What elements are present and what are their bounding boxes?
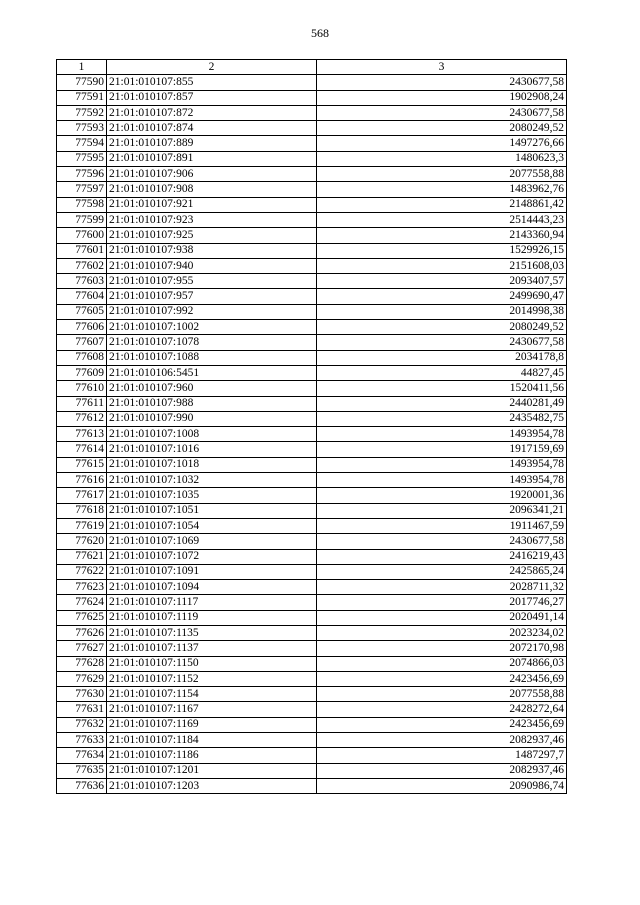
- value-cell: 2143360,94: [317, 228, 567, 243]
- value-cell: 2017746,27: [317, 595, 567, 610]
- value-cell: 1902908,24: [317, 90, 567, 105]
- table-row: [57, 350, 567, 365]
- row-number-cell: 77591: [57, 90, 107, 105]
- table-row: [57, 381, 567, 396]
- cadastral-number-cell: 21:01:010107:1169: [107, 717, 317, 732]
- table-row: [57, 289, 567, 304]
- table-row: [57, 641, 567, 656]
- table-header-row: [57, 60, 567, 75]
- value-cell: 1493954,78: [317, 473, 567, 488]
- cadastral-number-cell: 21:01:010107:855: [107, 75, 317, 90]
- table-row: [57, 427, 567, 442]
- cadastral-number-cell: 21:01:010107:1035: [107, 488, 317, 503]
- cadastral-number-cell: 21:01:010107:1154: [107, 687, 317, 702]
- row-number-cell: 77627: [57, 641, 107, 656]
- value-cell: 2080249,52: [317, 320, 567, 335]
- table-body: [57, 75, 567, 794]
- table-row: [57, 335, 567, 350]
- column-header-3: 3: [317, 60, 567, 75]
- table-row: [57, 625, 567, 640]
- cadastral-number-cell: 21:01:010107:1150: [107, 656, 317, 671]
- cadastral-number-cell: 21:01:010107:923: [107, 212, 317, 227]
- value-cell: 2514443,23: [317, 212, 567, 227]
- table-row: [57, 717, 567, 732]
- cadastral-number-cell: 21:01:010107:960: [107, 381, 317, 396]
- value-cell: 2080249,52: [317, 121, 567, 136]
- row-number-cell: 77599: [57, 212, 107, 227]
- table-row: [57, 687, 567, 702]
- row-number-cell: 77595: [57, 151, 107, 166]
- row-number-cell: 77629: [57, 671, 107, 686]
- table-row: [57, 228, 567, 243]
- value-cell: 2151608,03: [317, 258, 567, 273]
- table-row: [57, 656, 567, 671]
- cadastral-number-cell: 21:01:010107:1078: [107, 335, 317, 350]
- row-number-cell: 77623: [57, 580, 107, 595]
- table-row: [57, 365, 567, 380]
- cadastral-number-cell: 21:01:010106:5451: [107, 365, 317, 380]
- value-cell: 2077558,88: [317, 687, 567, 702]
- table-row: [57, 702, 567, 717]
- column-header-2: 2: [107, 60, 317, 75]
- value-cell: 1493954,78: [317, 427, 567, 442]
- value-cell: 2430677,58: [317, 105, 567, 120]
- row-number-cell: 77596: [57, 167, 107, 182]
- cadastral-number-cell: 21:01:010107:1117: [107, 595, 317, 610]
- cadastral-number-cell: 21:01:010107:1167: [107, 702, 317, 717]
- row-number-cell: 77601: [57, 243, 107, 258]
- row-number-cell: 77615: [57, 457, 107, 472]
- table-row: [57, 473, 567, 488]
- row-number-cell: 77598: [57, 197, 107, 212]
- table-row: [57, 167, 567, 182]
- row-number-cell: 77592: [57, 105, 107, 120]
- value-cell: 1520411,56: [317, 381, 567, 396]
- value-cell: 1483962,76: [317, 182, 567, 197]
- row-number-cell: 77630: [57, 687, 107, 702]
- row-number-cell: 77616: [57, 473, 107, 488]
- table-row: [57, 580, 567, 595]
- table-row: [57, 320, 567, 335]
- cadastral-number-cell: 21:01:010107:1051: [107, 503, 317, 518]
- row-number-cell: 77617: [57, 488, 107, 503]
- value-cell: 1911467,59: [317, 518, 567, 533]
- value-cell: 2020491,14: [317, 610, 567, 625]
- table-row: [57, 212, 567, 227]
- value-cell: 2499690,47: [317, 289, 567, 304]
- cadastral-number-cell: 21:01:010107:990: [107, 411, 317, 426]
- value-cell: 2430677,58: [317, 75, 567, 90]
- table-row: [57, 136, 567, 151]
- table-row: [57, 243, 567, 258]
- value-cell: 2082937,46: [317, 763, 567, 778]
- row-number-cell: 77618: [57, 503, 107, 518]
- value-cell: 2077558,88: [317, 167, 567, 182]
- row-number-cell: 77611: [57, 396, 107, 411]
- cadastral-number-cell: 21:01:010107:925: [107, 228, 317, 243]
- table-row: [57, 442, 567, 457]
- row-number-cell: 77626: [57, 625, 107, 640]
- row-number-cell: 77608: [57, 350, 107, 365]
- value-cell: 2148861,42: [317, 197, 567, 212]
- cadastral-number-cell: 21:01:010107:889: [107, 136, 317, 151]
- table-row: [57, 488, 567, 503]
- row-number-cell: 77593: [57, 121, 107, 136]
- row-number-cell: 77600: [57, 228, 107, 243]
- row-number-cell: 77625: [57, 610, 107, 625]
- table-row: [57, 457, 567, 472]
- row-number-cell: 77590: [57, 75, 107, 90]
- value-cell: 2440281,49: [317, 396, 567, 411]
- table-row: [57, 121, 567, 136]
- row-number-cell: 77636: [57, 778, 107, 793]
- cadastral-number-cell: 21:01:010107:891: [107, 151, 317, 166]
- value-cell: 2416219,43: [317, 549, 567, 564]
- table-row: [57, 411, 567, 426]
- cadastral-number-cell: 21:01:010107:1201: [107, 763, 317, 778]
- row-number-cell: 77607: [57, 335, 107, 350]
- table-row: [57, 748, 567, 763]
- row-number-cell: 77597: [57, 182, 107, 197]
- cadastral-number-cell: 21:01:010107:1008: [107, 427, 317, 442]
- value-cell: 1917159,69: [317, 442, 567, 457]
- table-row: [57, 503, 567, 518]
- table-row: [57, 564, 567, 579]
- cadastral-number-cell: 21:01:010107:988: [107, 396, 317, 411]
- value-cell: 1529926,15: [317, 243, 567, 258]
- table-row: [57, 534, 567, 549]
- cadastral-number-cell: 21:01:010107:1016: [107, 442, 317, 457]
- cadastral-number-cell: 21:01:010107:1119: [107, 610, 317, 625]
- cadastral-number-cell: 21:01:010107:1184: [107, 733, 317, 748]
- cadastral-value-table: [56, 59, 567, 794]
- cadastral-number-cell: 21:01:010107:1135: [107, 625, 317, 640]
- row-number-cell: 77619: [57, 518, 107, 533]
- cadastral-number-cell: 21:01:010107:1152: [107, 671, 317, 686]
- table-row: [57, 197, 567, 212]
- cadastral-number-cell: 21:01:010107:1137: [107, 641, 317, 656]
- table-row: [57, 595, 567, 610]
- table-row: [57, 671, 567, 686]
- page-number: 568: [311, 26, 329, 40]
- cadastral-number-cell: 21:01:010107:1069: [107, 534, 317, 549]
- cadastral-number-cell: 21:01:010107:1072: [107, 549, 317, 564]
- value-cell: 2090986,74: [317, 778, 567, 793]
- row-number-cell: 77631: [57, 702, 107, 717]
- row-number-cell: 77604: [57, 289, 107, 304]
- column-header-1: 1: [57, 60, 107, 75]
- cadastral-number-cell: 21:01:010107:1203: [107, 778, 317, 793]
- table-row: [57, 258, 567, 273]
- value-cell: 2425865,24: [317, 564, 567, 579]
- row-number-cell: 77613: [57, 427, 107, 442]
- row-number-cell: 77634: [57, 748, 107, 763]
- row-number-cell: 77594: [57, 136, 107, 151]
- value-cell: 2023234,02: [317, 625, 567, 640]
- row-number-cell: 77621: [57, 549, 107, 564]
- table-row: [57, 105, 567, 120]
- value-cell: 2072170,98: [317, 641, 567, 656]
- row-number-cell: 77614: [57, 442, 107, 457]
- value-cell: 2096341,21: [317, 503, 567, 518]
- row-number-cell: 77609: [57, 365, 107, 380]
- table-row: [57, 778, 567, 793]
- value-cell: 2082937,46: [317, 733, 567, 748]
- cadastral-number-cell: 21:01:010107:921: [107, 197, 317, 212]
- row-number-cell: 77633: [57, 733, 107, 748]
- cadastral-number-cell: 21:01:010107:957: [107, 289, 317, 304]
- cadastral-number-cell: 21:01:010107:857: [107, 90, 317, 105]
- value-cell: 2428272,64: [317, 702, 567, 717]
- table-row: [57, 304, 567, 319]
- cadastral-number-cell: 21:01:010107:955: [107, 274, 317, 289]
- table-row: [57, 75, 567, 90]
- value-cell: 2423456,69: [317, 717, 567, 732]
- table-row: [57, 182, 567, 197]
- table-row: [57, 549, 567, 564]
- cadastral-number-cell: 21:01:010107:1088: [107, 350, 317, 365]
- value-cell: 2074866,03: [317, 656, 567, 671]
- table-row: [57, 90, 567, 105]
- value-cell: 2435482,75: [317, 411, 567, 426]
- value-cell: 2430677,58: [317, 335, 567, 350]
- table-row: [57, 518, 567, 533]
- cadastral-number-cell: 21:01:010107:1186: [107, 748, 317, 763]
- value-cell: 2034178,8: [317, 350, 567, 365]
- row-number-cell: 77635: [57, 763, 107, 778]
- row-number-cell: 77620: [57, 534, 107, 549]
- value-cell: 2423456,69: [317, 671, 567, 686]
- row-number-cell: 77602: [57, 258, 107, 273]
- table-row: [57, 733, 567, 748]
- cadastral-number-cell: 21:01:010107:874: [107, 121, 317, 136]
- cadastral-number-cell: 21:01:010107:1091: [107, 564, 317, 579]
- value-cell: 1920001,36: [317, 488, 567, 503]
- cadastral-number-cell: 21:01:010107:938: [107, 243, 317, 258]
- cadastral-number-cell: 21:01:010107:1054: [107, 518, 317, 533]
- value-cell: 1497276,66: [317, 136, 567, 151]
- row-number-cell: 77622: [57, 564, 107, 579]
- cadastral-number-cell: 21:01:010107:992: [107, 304, 317, 319]
- row-number-cell: 77612: [57, 411, 107, 426]
- table-row: [57, 396, 567, 411]
- cadastral-number-cell: 21:01:010107:908: [107, 182, 317, 197]
- value-cell: 1493954,78: [317, 457, 567, 472]
- value-cell: 2430677,58: [317, 534, 567, 549]
- table-row: [57, 610, 567, 625]
- row-number-cell: 77605: [57, 304, 107, 319]
- cadastral-number-cell: 21:01:010107:872: [107, 105, 317, 120]
- row-number-cell: 77628: [57, 656, 107, 671]
- value-cell: 1480623,3: [317, 151, 567, 166]
- cadastral-number-cell: 21:01:010107:940: [107, 258, 317, 273]
- value-cell: 2014998,38: [317, 304, 567, 319]
- value-cell: 2093407,57: [317, 274, 567, 289]
- table-row: [57, 274, 567, 289]
- value-cell: 44827,45: [317, 365, 567, 380]
- cadastral-number-cell: 21:01:010107:906: [107, 167, 317, 182]
- cadastral-number-cell: 21:01:010107:1032: [107, 473, 317, 488]
- row-number-cell: 77603: [57, 274, 107, 289]
- row-number-cell: 77632: [57, 717, 107, 732]
- row-number-cell: 77610: [57, 381, 107, 396]
- cadastral-number-cell: 21:01:010107:1094: [107, 580, 317, 595]
- row-number-cell: 77606: [57, 320, 107, 335]
- cadastral-number-cell: 21:01:010107:1002: [107, 320, 317, 335]
- value-cell: 2028711,32: [317, 580, 567, 595]
- table-row: [57, 763, 567, 778]
- cadastral-number-cell: 21:01:010107:1018: [107, 457, 317, 472]
- value-cell: 1487297,7: [317, 748, 567, 763]
- row-number-cell: 77624: [57, 595, 107, 610]
- table-row: [57, 151, 567, 166]
